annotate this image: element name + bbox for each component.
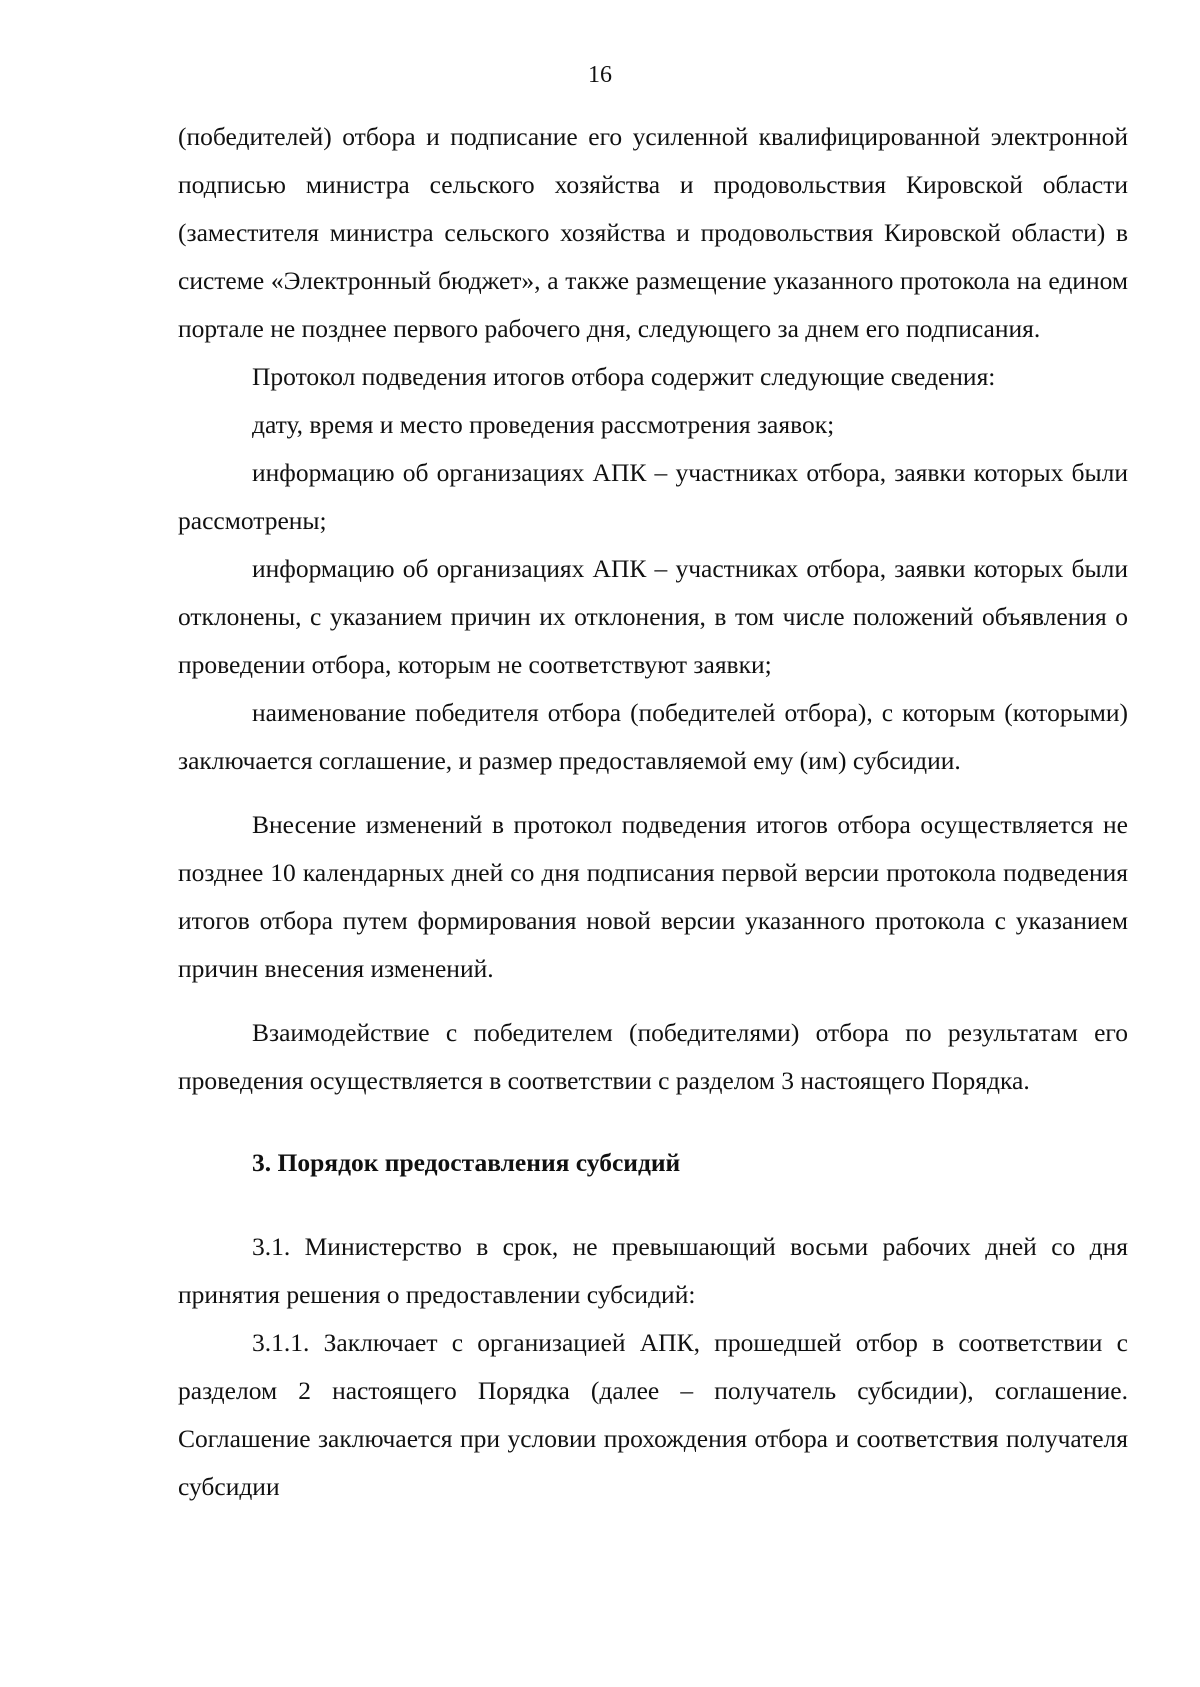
paragraph-winner-interaction: Взаимодействие с победителем (победителями) отбора по результатам его проведения осуществляется в соответствии с разделом 3 настоящего Порядка. bbox=[178, 1018, 1128, 1095]
paragraph-3-1: 3.1. Министерство в срок, не превышающий восьми рабочих дней со дня принятия решения о предоставлении субсидий: bbox=[178, 1232, 1128, 1309]
paragraph-considered-applications: информацию об организациях АПК – участниках отбора, заявки которых были рассмотрены; bbox=[178, 458, 1128, 535]
paragraph-protocol-changes: Внесение изменений в протокол подведения итогов отбора осуществляется не позднее 10 календарных дней со дня подписания первой версии протокола подведения итогов отбора путем формирования новой версии указанного протокола с указанием причин внесения изменений. bbox=[178, 810, 1128, 983]
paragraph-rejected-applications: информацию об организациях АПК – участниках отбора, заявки которых были отклонены, с указанием причин их отклонения, в том числе положений объявления о проведении отбора, которым не соответствуют заявки; bbox=[178, 554, 1128, 679]
paragraph-protocol-signing: (победителей) отбора и подписание его усиленной квалифицированной электронной подписью министра сельского хозяйства и продовольствия Кировской области (заместителя министра сельского хозяйства и продовольствия Кировской области) в системе «Электронный бюджет», а также размещение указанного протокола на едином портале не позднее первого рабочего дня, следующего за днем его подписания. bbox=[178, 122, 1128, 343]
paragraph-date-time-place: дату, время и место проведения рассмотрения заявок; bbox=[252, 410, 835, 439]
paragraph-3-1-1: 3.1.1. Заключает с организацией АПК, прошедшей отбор в соответствии с разделом 2 настоящего Порядка (далее – получатель субсидии), соглашение. Соглашение заключается при условии прохождения отбора и соответствия получателя субсидии bbox=[178, 1328, 1128, 1501]
paragraph-winner-name: наименование победителя отбора (победителей отбора), с которым (которыми) заключается соглашение, и размер предоставляемой ему (им) субсидии. bbox=[178, 698, 1128, 775]
section-heading: 3. Порядок предоставления субсидий bbox=[252, 1148, 681, 1177]
page-number: 16 bbox=[588, 62, 612, 88]
document-body bbox=[178, 113, 1128, 1511]
paragraph-protocol-contents: Протокол подведения итогов отбора содержит следующие сведения: bbox=[252, 362, 996, 391]
